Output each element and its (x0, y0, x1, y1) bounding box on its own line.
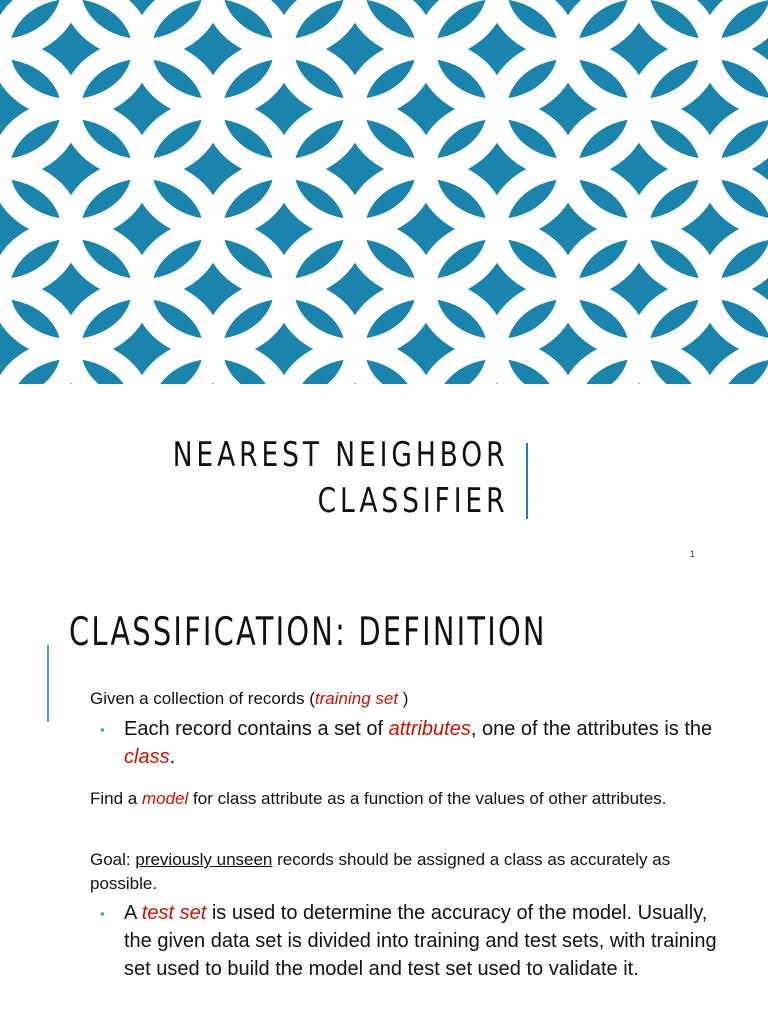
slide1-title-line1: NEAREST NEIGHBOR (172, 435, 508, 475)
bullet-marker: ▪ (100, 906, 105, 921)
paragraph-model: Find a model for class attribute as a function of the values of other attributes. (90, 789, 667, 808)
paragraph-training-set: Given a collection of records (training set ) (90, 689, 409, 708)
bullet-marker: ▪ (100, 722, 105, 737)
title-accent-bar (526, 443, 528, 519)
slide1-title-line2: CLASSIFIER (317, 481, 508, 521)
page-number: 1 (690, 549, 696, 559)
slide1-title (172, 432, 508, 524)
slide2-accent-bar (47, 645, 49, 722)
decorative-pattern-banner (0, 0, 768, 384)
bullet-test-set: A test set is used to determine the accuracy of the model. Usually, the given data set is divided into training and test sets, with training set used to build the model and test set used to validate it. (124, 902, 717, 980)
paragraph-goal: Goal: previously unseen records should be assigned a class as accurately as possible. (90, 850, 671, 893)
bullet-attributes: Each record contains a set of attributes, one of the attributes is the class. (124, 718, 713, 768)
slide2-title: CLASSIFICATION: DEFINITION (69, 610, 547, 655)
